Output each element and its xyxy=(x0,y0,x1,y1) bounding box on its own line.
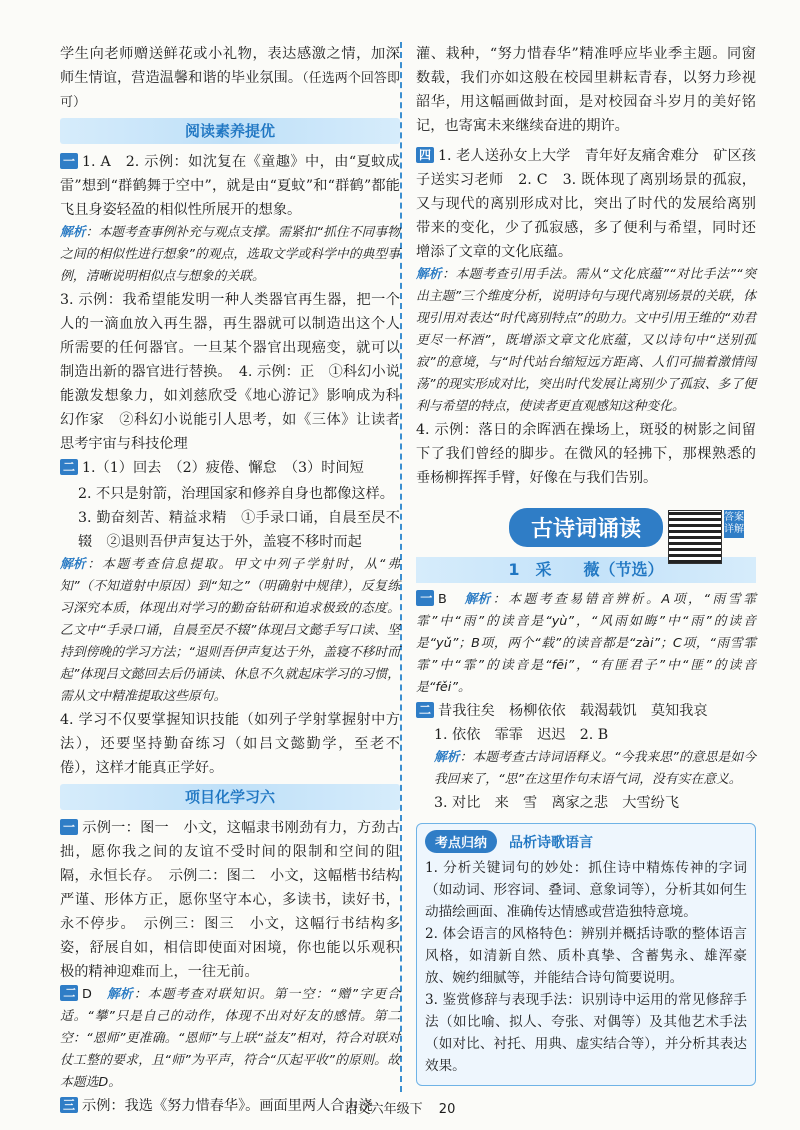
key-point-2: 2. 体会语言的风格特色：辨别并概括诗歌的整体语言风格，如清新自然、质朴真挚、含蓄隽永、雄浑豪放、婉约细腻等，并能结合诗句简要说明。 xyxy=(425,926,747,986)
poetry-section-title: 古诗词诵读 xyxy=(416,508,756,547)
project-q1: 一 示例一：图一 小文，这幅隶书刚劲有力，方劲古拙，愿你我之间的友谊不受时间的限制和空间的阻隔，永恒长存。 示例二：图二 小文，这幅楷书结构严谨、形体方正，愿你坚守本心，多读书，读好书，永不停步。 示例三：图三 小文，这幅行书结构多姿，舒展自如，相信即使面对困境，你也能以乐观积极的精神迎难而上，一往无前。 xyxy=(60,820,400,980)
page-footer xyxy=(0,1098,800,1117)
reading-q1-analysis: 解析：本题考查事例补充与观点支撑。需紧扣“抓住不同事物之间的相似性进行想象”的观点，选取文学或科学中的典型事例，清晰说明相似点与想象的关联。 xyxy=(60,222,400,288)
number-badge: 二 xyxy=(416,702,434,718)
poem-q2-sub: 1. 依依 霏霏 迟迟 2. B xyxy=(434,727,609,743)
key-point-1: 1. 分析关键词句的妙处：抓住诗中精炼传神的字词（如动词、形容词、叠词、意象词等），分析其如何生动描绘画面、准确传达情感或营造独特意境。 xyxy=(425,860,747,920)
reading-part2-analysis: 解析：本题考查信息提取。甲文中列子学射时，从“弗知”（不知道射中原因）到“知之”（明确射中规律），反复练习深究本质，体现出对学习的勤奋钻研和追求极致的态度。乙文中“手录口诵，自晨至昃不辍”体现吕文懿手写口读、坚持到傍晚的学习方法；“退则吾伊声复达于外，盖寝不移时而起”体现吕文懿回去后仍诵读、休息不久就起床学习的习惯，需从文中精准提取这些原句。 xyxy=(60,554,400,708)
poem-title: 1 采 薇（节选） xyxy=(416,557,756,583)
number-badge: 一 xyxy=(416,590,434,606)
poem-q1: 一 B 解析：本题考查易错音辨析。A项，“雨雪霏霏”中“雨”的读音是“yù”，“风雨如晦”中“雨”的读音是“yǔ”；B项，两个“载”的读音都是“zài”；C项，“雨雪霏霏”中“霏”的读音是“fēi”，“有匪君子”中“匪”的读音是“fěi”。 xyxy=(416,591,757,695)
qr-label: 答案详解 xyxy=(724,510,744,538)
qr-code-area xyxy=(668,510,754,570)
key-point-3: 3. 鉴赏修辞与表现手法：识别诗中运用的常见修辞手法（如比喻、拟人、夸张、对偶等）及其他艺术手法（如对比、衬托、用典、虚实结合等），并分析其表达效果。 xyxy=(425,992,747,1074)
reading-part4-analysis: 解析：本题考查引用手法。需从“文化底蕴”“对比手法”“突出主题”三个维度分析，说明诗句与现代离别场景的关联，体现引用对表达“时代离别特点”的助力。文中引用王维的“劝君更尽一杯酒”，既增添文章文化底蕴，又以诗句中“送别孤寂”的意境，与“时代站台缩短远方距离、人们可揣着激情闯荡”的现实形成对比，突出时代发展让离别少了孤寂、多了便利与希望的特点，使读者更直观感知这种变化。 xyxy=(416,264,756,418)
reading-q3: 3. 示例：我希望能发明一种人类器官再生器，把一个人的一滴血放入再生器，再生器就可以制造出这个人所需要的任何器官。一旦某个器官出现癌变，就可以制造出新的器官进行替换。 4. 示例：正 ①科幻小说能激发想象力，如刘慈欣受《地心游记》影响成为科幻作家 ②科幻小说能引人思考，如《三体》让读者思考宇宙与科技伦理 xyxy=(60,292,400,452)
analysis-tag: 解析 xyxy=(464,592,491,607)
number-badge: 三 xyxy=(60,1097,78,1113)
project-q3-continued: 灌、栽种，“努力惜春华”精准呼应毕业季主题。同窗数载，我们亦如这般在校园里耕耘青春，以努力珍视韶华，用这幅画做封面，是对校园奋斗岁月的美好铭记，也寄寓未来继续奋进的期许。 xyxy=(416,46,756,134)
analysis-tag: 解析 xyxy=(60,557,86,572)
reading-part2-q2: 2. 不只是射箭，治理国家和修养自身也都像这样。 xyxy=(78,486,394,502)
number-badge: 二 xyxy=(60,459,78,475)
reading-q1: 一 1. A 2. 示例：如沈复在《童趣》中，由“夏蚊成雷”想到“群鹤舞于空中”，就是由“夏蚊”和“群鹤”都能飞且身姿轻盈的相似性所展开的想象。 xyxy=(60,154,400,218)
key-points-title: 品析诗歌语言 xyxy=(509,834,594,851)
number-badge: 一 xyxy=(60,153,78,169)
analysis-tag: 解析 xyxy=(107,987,133,1002)
section-title-project: 项目化学习六 xyxy=(60,784,400,810)
page-number: 20 xyxy=(438,1102,456,1117)
reading-part4-q4: 4. 示例：落日的余晖洒在操场上，斑驳的树影之间留下了我们曾经的脚步。在微风的轻拂下，那棵熟悉的垂杨柳挥挥手臂，好像在与我们告别。 xyxy=(416,422,756,486)
analysis-tag: 解析 xyxy=(416,267,442,282)
project-q2: 二 D 解析：本题考查对联知识。第一空：“赠”字更合适。“攀”只是自己的动作，体现不出对好友的感情。第二空：“恩师”更准确。“恩师”与上联“益友”相对，符合对联对仗工整的要求，且“师”为平声，符合“仄起平收”的原则。故本题选D。 xyxy=(60,986,401,1090)
poem-q2: 二 昔我往矣 杨柳依依 载渴载饥 莫知我哀 xyxy=(416,699,756,723)
left-column xyxy=(60,42,400,1118)
intro-note: （任选两个回答即可） xyxy=(60,71,400,110)
poem-q2-analysis: 解析：本题考查古诗词语释义。“今我来思”的意思是如今我回来了，“思”在这里作句末语气词，没有实在意义。 xyxy=(416,747,756,791)
reading-part2-q1: 二 1.（1）回去 （2）疲倦、懈怠 （3）时间短 xyxy=(60,456,400,480)
project-q3: 三 示例：我选《努力惜春华》。画面里两人合力浇 xyxy=(60,1094,400,1118)
number-badge: 四 xyxy=(416,147,434,163)
analysis-tag: 解析 xyxy=(434,750,460,765)
analysis-tag: 解析 xyxy=(60,225,86,240)
intro-text: 学生向老师赠送鲜花或小礼物，表达感激之情，加深师生情谊，营造温馨和谐的毕业氛围。（任选两个回答即可） xyxy=(60,46,400,110)
qr-code-icon[interactable] xyxy=(668,510,722,564)
reading-part2-q3: 3. 勤奋刻苦、精益求精 ①手录口诵，自晨至昃不辍 ②退则吾伊声复达于外，盖寝不移时而起 xyxy=(78,510,400,550)
key-points-box xyxy=(416,823,756,1086)
column-divider xyxy=(400,42,402,1092)
poem-q2-q3: 3. 对比 来 雪 离家之悲 大雪纷飞 xyxy=(434,795,680,811)
number-badge: 一 xyxy=(60,819,78,835)
section-title-reading: 阅读素养提优 xyxy=(60,118,400,144)
reading-part2-q4: 4. 学习不仅要掌握知识技能（如列子学射掌握射中方法），还要坚持勤奋练习（如吕文懿勤学，至老不倦），这样才能真正学好。 xyxy=(60,712,400,776)
number-badge: 二 xyxy=(60,985,78,1001)
key-points-badge: 考点归纳 xyxy=(425,830,497,853)
footer-subject: 语文六年级下 xyxy=(344,1102,423,1117)
reading-part4-q1: 四 1. 老人送孙女上大学 青年好友痛舍难分 矿区孩子送实习老师 2. C 3. 既体现了离别场景的孤寂，又与现代的离别形成对比，突出了时代的发展给离别带来的变化，少了孤寂感，多了便利与希望，同时还增添了文章的文化底蕴。 xyxy=(416,148,756,260)
